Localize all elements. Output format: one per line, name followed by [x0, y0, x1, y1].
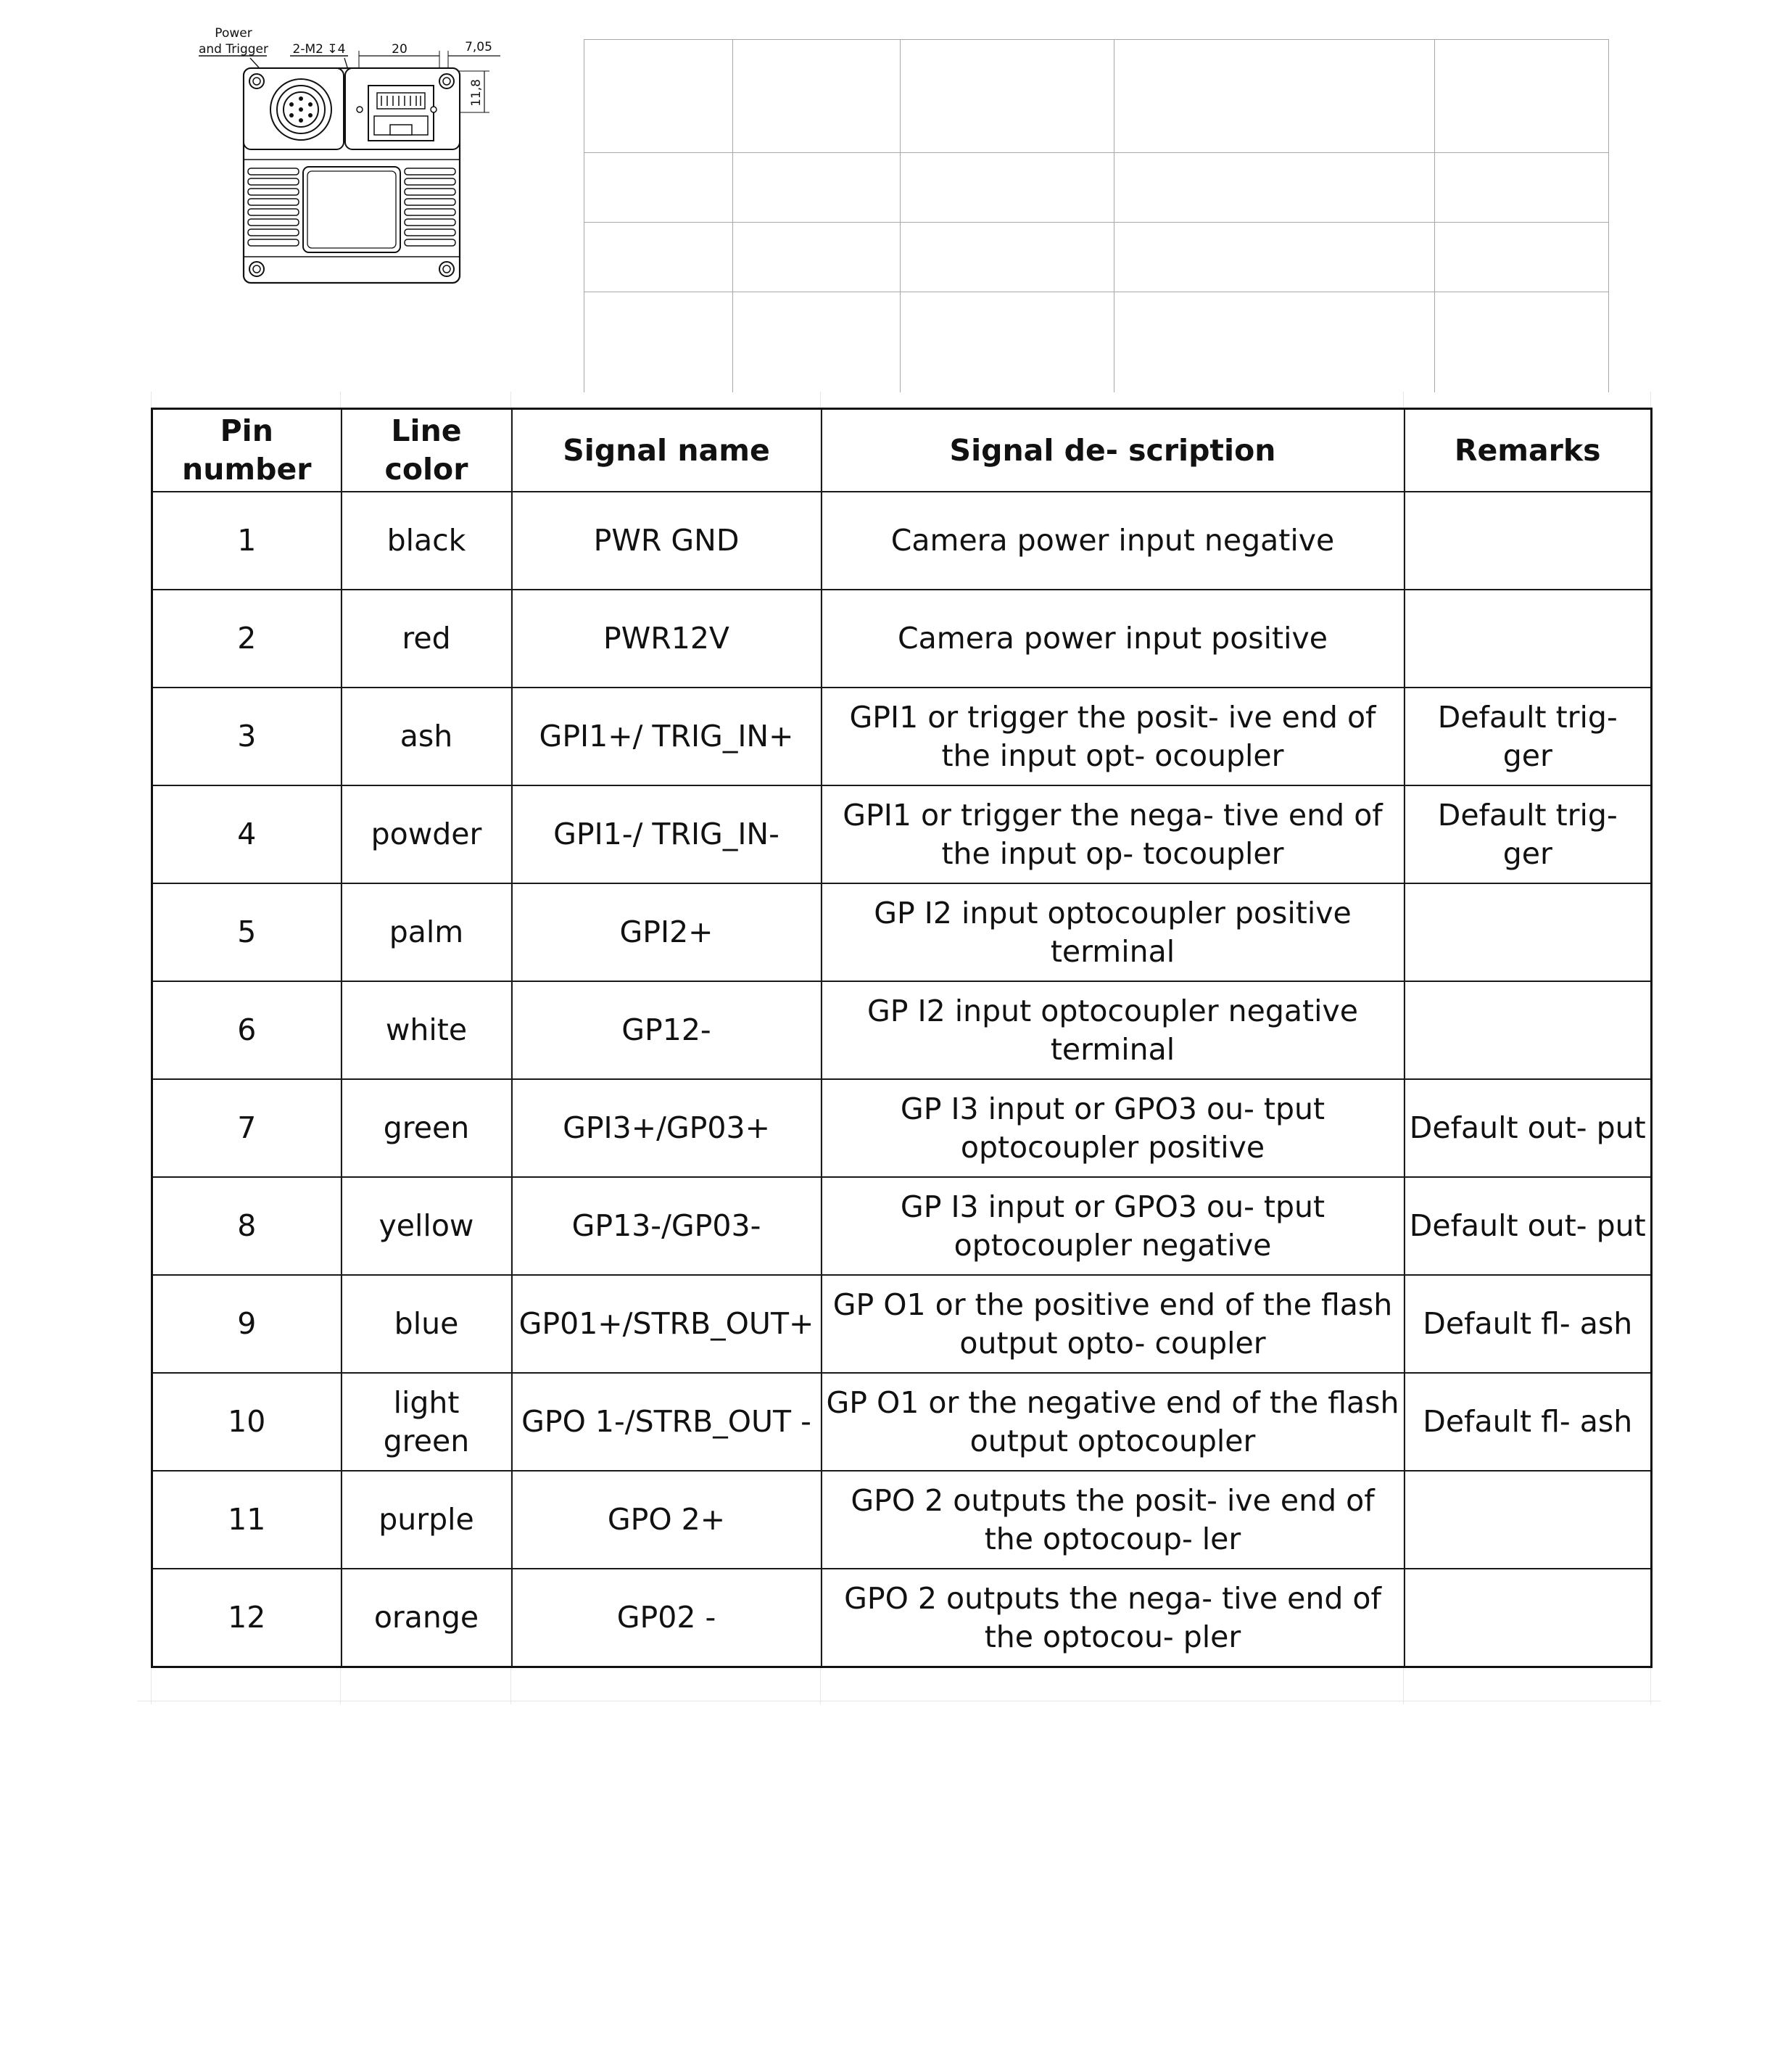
table-row — [152, 1569, 1652, 1667]
pin-cell: 3 — [152, 688, 342, 785]
color-cell: yellow — [342, 1177, 512, 1275]
dim-height-label: 11,8 — [469, 79, 484, 107]
pin-cell: 10 — [152, 1373, 342, 1471]
description-cell: GP O1 or the negative end of the flash output optocoupler — [822, 1373, 1405, 1471]
table-row — [152, 688, 1652, 785]
color-cell: purple — [342, 1471, 512, 1569]
remarks-cell — [1405, 981, 1652, 1079]
color-cell: palm — [342, 883, 512, 981]
description-cell: GPI1 or trigger the posit- ive end of the input opt- ocoupler — [822, 688, 1405, 785]
signal-cell: GPI1+/ TRIG_IN+ — [512, 688, 822, 785]
pin-cell: 8 — [152, 1177, 342, 1275]
color-cell: white — [342, 981, 512, 1079]
table-row — [152, 1177, 1652, 1275]
remarks-cell: Default fl- ash — [1405, 1275, 1652, 1373]
remarks-cell: Default trig- ger — [1405, 785, 1652, 883]
remarks-cell — [1405, 1471, 1652, 1569]
remarks-cell: Default out- put — [1405, 1177, 1652, 1275]
color-cell: green — [342, 1079, 512, 1177]
pin-cell: 2 — [152, 590, 342, 688]
pin-cell: 11 — [152, 1471, 342, 1569]
table-header-row — [152, 409, 1652, 492]
color-cell: black — [342, 492, 512, 590]
description-cell: GP I2 input optocoupler positive terminal — [822, 883, 1405, 981]
screw-label: 2-M2 ↧4 — [292, 42, 346, 57]
power-trigger-connector-icon — [270, 79, 331, 140]
pin-cell: 12 — [152, 1569, 342, 1667]
signal-cell: GPI2+ — [512, 883, 822, 981]
description-cell: GPO 2 outputs the posit- ive end of the optocoup- ler — [822, 1471, 1405, 1569]
signal-cell: GPI3+/GP03+ — [512, 1079, 822, 1177]
color-cell: light green — [342, 1373, 512, 1471]
pin-assignment-table — [151, 408, 1653, 1668]
signal-cell: GP02 - — [512, 1569, 822, 1667]
description-cell: GPO 2 outputs the nega- tive end of the optocou- pler — [822, 1569, 1405, 1667]
remarks-cell: Default out- put — [1405, 1079, 1652, 1177]
signal-cell: GPO 2+ — [512, 1471, 822, 1569]
description-cell: GP I2 input optocoupler negative terminal — [822, 981, 1405, 1079]
remarks-cell: Default trig- ger — [1405, 688, 1652, 785]
signal-cell: GPI1-/ TRIG_IN- — [512, 785, 822, 883]
signal-cell: GP12- — [512, 981, 822, 1079]
signal-cell: GPO 1-/STRB_OUT - — [512, 1373, 822, 1471]
dim-width-label: 20 — [392, 42, 408, 57]
description-cell: GP I3 input or GPO3 ou- tput optocoupler positive — [822, 1079, 1405, 1177]
signal-cell: PWR GND — [512, 492, 822, 590]
pin-cell: 4 — [152, 785, 342, 883]
description-cell: GPI1 or trigger the nega- tive end of the input op- tocoupler — [822, 785, 1405, 883]
pin-cell: 7 — [152, 1079, 342, 1177]
pin-cell: 6 — [152, 981, 342, 1079]
camera-back-drawing — [181, 15, 522, 290]
table-row — [152, 883, 1652, 981]
remarks-cell — [1405, 492, 1652, 590]
table-row — [152, 590, 1652, 688]
header-line-color: Line color — [342, 409, 512, 492]
table-row — [152, 492, 1652, 590]
signal-cell: GP01+/STRB_OUT+ — [512, 1275, 822, 1373]
color-cell: blue — [342, 1275, 512, 1373]
description-cell: GP I3 input or GPO3 ou- tput optocoupler negative — [822, 1177, 1405, 1275]
pin-cell: 1 — [152, 492, 342, 590]
remarks-cell — [1405, 1569, 1652, 1667]
power-label-line1: Power — [215, 26, 252, 41]
empty-grid — [584, 39, 1609, 392]
ethernet-port-icon — [368, 86, 434, 141]
dim-offset-label: 7,05 — [465, 40, 492, 54]
table-row — [152, 1373, 1652, 1471]
description-cell: Camera power input negative — [822, 492, 1405, 590]
pin-cell: 5 — [152, 883, 342, 981]
color-cell: red — [342, 590, 512, 688]
pin-cell: 9 — [152, 1275, 342, 1373]
table-row — [152, 785, 1652, 883]
header-pin-number: Pin number — [152, 409, 342, 492]
color-cell: ash — [342, 688, 512, 785]
color-cell: orange — [342, 1569, 512, 1667]
table-row — [152, 1471, 1652, 1569]
table-row — [152, 981, 1652, 1079]
description-cell: GP O1 or the positive end of the flash output opto- coupler — [822, 1275, 1405, 1373]
header-signal-description: Signal de- scription — [822, 409, 1405, 492]
table-row — [152, 1275, 1652, 1373]
signal-cell: PWR12V — [512, 590, 822, 688]
signal-cell: GP13-/GP03- — [512, 1177, 822, 1275]
header-signal-name: Signal name — [512, 409, 822, 492]
color-cell: powder — [342, 785, 512, 883]
table-row — [152, 1079, 1652, 1177]
power-label-line2: and Trigger — [198, 42, 269, 57]
description-cell: Camera power input positive — [822, 590, 1405, 688]
remarks-cell — [1405, 883, 1652, 981]
remarks-cell: Default fl- ash — [1405, 1373, 1652, 1471]
header-remarks: Remarks — [1405, 409, 1652, 492]
remarks-cell — [1405, 590, 1652, 688]
